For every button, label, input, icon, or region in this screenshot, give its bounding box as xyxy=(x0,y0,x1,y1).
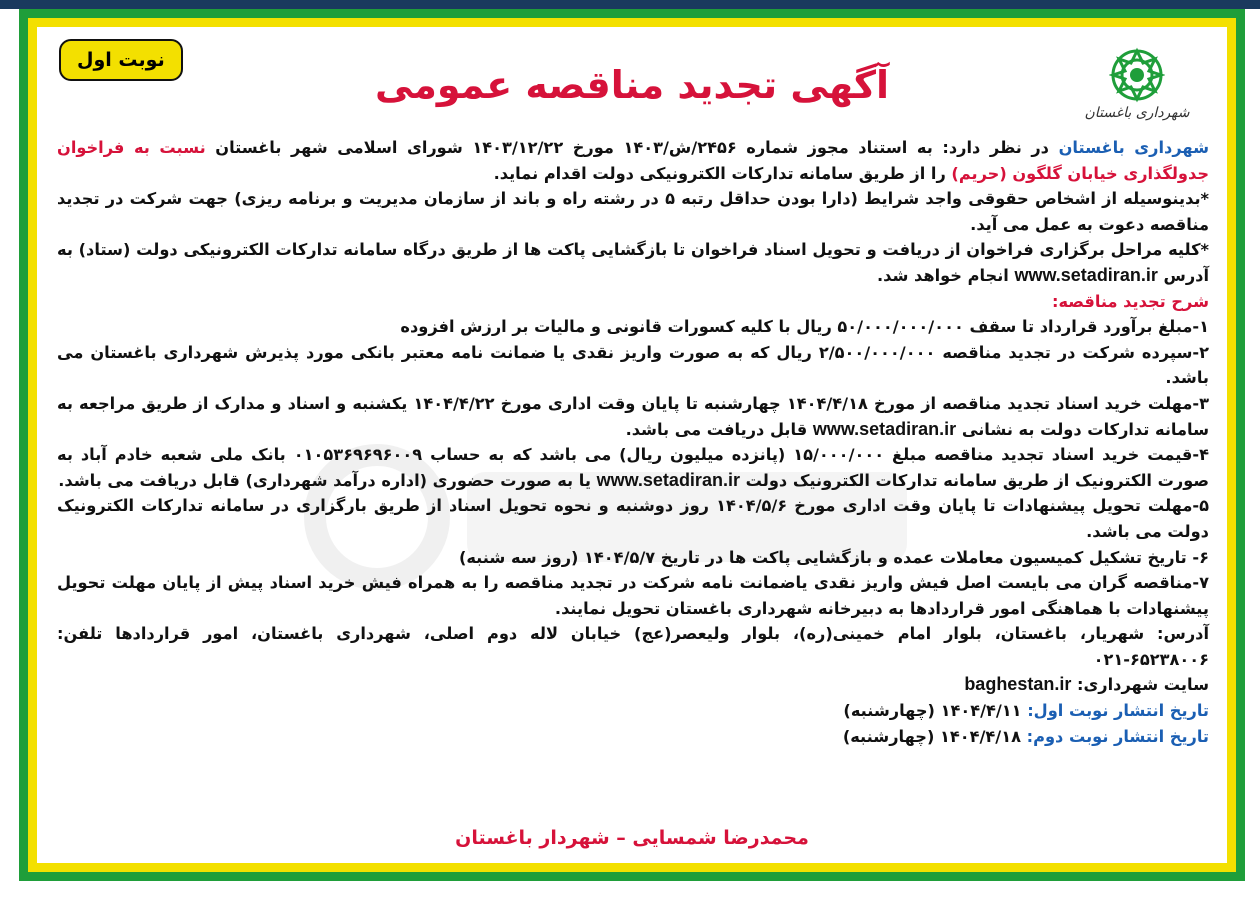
website-label: سایت شهرداری: xyxy=(1071,675,1209,695)
notice-paper xyxy=(37,27,1227,863)
intro-subject-b: خیابان گلگون (حریم) xyxy=(951,163,1118,183)
website-line xyxy=(57,672,1209,698)
publish-date-2 xyxy=(57,724,1209,750)
signature: محمدرضا شمسایی – شهردار باغستان xyxy=(455,827,809,849)
item-2: ۲-سپرده شرکت در تجدید مناقصه ۲/۵۰۰/۰۰۰/۰۰۰ ریال که به صورت واریز نقدی یا ضمانت نامه معتبر بانکی مورد پذیرش شهرداری باغستان می باشد. xyxy=(57,342,1210,388)
intro-org: شهرداری باغستان xyxy=(1058,138,1209,157)
para-procedure-text-1: *کلیه مراحل برگزاری فراخوان از دریافت و تحویل اسناد فراخوان تا بازگشایی پاکت ها از طریق درگاه سامانه تدارکات الکترونیکی دولت (ستاد) به آدرس xyxy=(57,240,1209,285)
publish-date-1-label: تاریخ انتشار نوبت اول: xyxy=(1021,701,1209,721)
para-eligibility: *بدینوسیله از اشخاص حقوقی واجد شرایط (دارا بودن حداقل رتبه ۵ در رشته راه و باند از سازمان مدیریت و برنامه ریزی) جهت شرکت در تجدید مناقصه دعوت به عمل می آید. xyxy=(57,189,1209,234)
item-5: ۵-مهلت تحویل پیشنهادات تا پایان وقت اداری مورخ ۱۴۰۴/۵/۶ روز دوشنبه و نحوه تحویل اسناد از طریق بارگزاری در سامانه تدارکات الکترونیک دولت می باشد. xyxy=(57,496,1209,541)
publish-date-2-label: تاریخ انتشار نوبت دوم: xyxy=(1020,726,1209,746)
intro-subject-a: نسبت به فراخوان جدولگذاری xyxy=(57,138,1209,183)
publish-date-2-value: ۱۴۰۴/۴/۱۸ (چهارشنبه) xyxy=(842,726,1021,746)
item-7: ۷-مناقصه گران می بایست اصل فیش واریز نقدی یاضمانت نامه شرکت در تجدید مناقصه را به همراه فیش خرید اسناد پیش از پایان مهلت تحویل پیشنهادات با هماهنگی امور قراردادها به دبیرخانه شهرداری باغستان تحویل نمایند. xyxy=(57,573,1209,618)
item-3-text-2: قابل دریافت می باشد. xyxy=(625,419,813,439)
notice-title: آگهی تجدید مناقصه عمومی xyxy=(374,63,890,107)
item-6: ۶- تاریخ تشکیل کمیسیون معاملات عمده و بازگشایی پاکت ها در تاریخ ۱۴۰۴/۵/۷ (روز سه شنبه) xyxy=(458,547,1209,567)
address-line xyxy=(57,621,1209,672)
section-heading: شرح تجدید مناقصه: xyxy=(1052,291,1209,311)
round-badge: نوبت اول xyxy=(59,39,183,81)
item-4 xyxy=(57,442,1209,493)
notice-body xyxy=(57,135,1209,749)
website-link[interactable]: baghestan.ir xyxy=(964,674,1072,695)
item-1: ۱-مبلغ برآورد قرارداد تا سقف ۵۰/۰۰۰/۰۰۰/۰۰۰ ریال با کلیه کسورات قانونی و مالیات بر ارزش افزوده xyxy=(400,317,1209,337)
para-procedure-text-2: انجام خواهد شد. xyxy=(876,265,1015,285)
publish-date-1-value: ۱۴۰۴/۴/۱۱ (چهارشنبه) xyxy=(843,701,1022,721)
intro-paragraph xyxy=(57,135,1209,186)
setadiran-link-2[interactable]: www.setadiran.ir xyxy=(812,418,957,439)
setadiran-link-3[interactable]: www.setadiran.ir xyxy=(596,469,740,490)
yellow-border xyxy=(28,18,1236,872)
intro-text-2: را از طریق سامانه تدارکات الکترونیکی دولت اقدام نماید. xyxy=(493,163,952,183)
outer-green-border xyxy=(19,9,1245,881)
item-4-text-2: یا به صورت حضوری (اداره درآمد شهرداری) قابل دریافت می باشد. xyxy=(58,470,597,490)
item-3 xyxy=(57,391,1209,442)
item-4-text-1: ۴-قیمت خرید اسناد تجدید مناقصه مبلغ ۱۵/۰۰۰/۰۰۰ (پانزده میلیون ریال) می باشد که به حساب ۰۱۰۵۳۶۹۶۹۶۰۰۹ بانک ملی شعبه خادم آباد به صورت الکترونیک از طریق سامانه تدارکات الکترونیک دولت xyxy=(57,445,1210,490)
address-text: آدرس: شهریار، باغستان، بلوار امام خمینی(ره)، بلوار ولیعصر(عج) خیابان لاله دوم اصلی، شهرداری باغستان، امور قراردادها تلفن: xyxy=(57,624,1209,644)
para-procedure xyxy=(57,237,1209,288)
logo-caption: شهرداری باغستان xyxy=(1084,105,1190,121)
intro-text-1: در نظر دارد: به استناد مجوز شماره ۲۴۵۶/ش/۱۴۰۳ مورخ ۱۴۰۳/۱۲/۲۲ شورای اسلامی شهر باغستان xyxy=(205,138,1059,157)
top-strip xyxy=(0,0,1260,9)
setadiran-link-1[interactable]: www.setadiran.ir xyxy=(1014,264,1158,285)
item-3-text-1: ۳-مهلت خرید اسناد تجدید مناقصه از مورخ ۱۴۰۴/۴/۱۸ چهارشنبه تا پایان وقت اداری مورخ ۱۴۰۴/۴/۲۲ یکشنبه و اسناد و مدارک از طریق مراجعه به سامانه تدارکات دولت به نشانی xyxy=(57,393,1209,439)
contract-phone: ۰۲۱-۶۵۲۳۸۰۰۶ xyxy=(1093,649,1209,669)
publish-date-1 xyxy=(57,698,1209,724)
